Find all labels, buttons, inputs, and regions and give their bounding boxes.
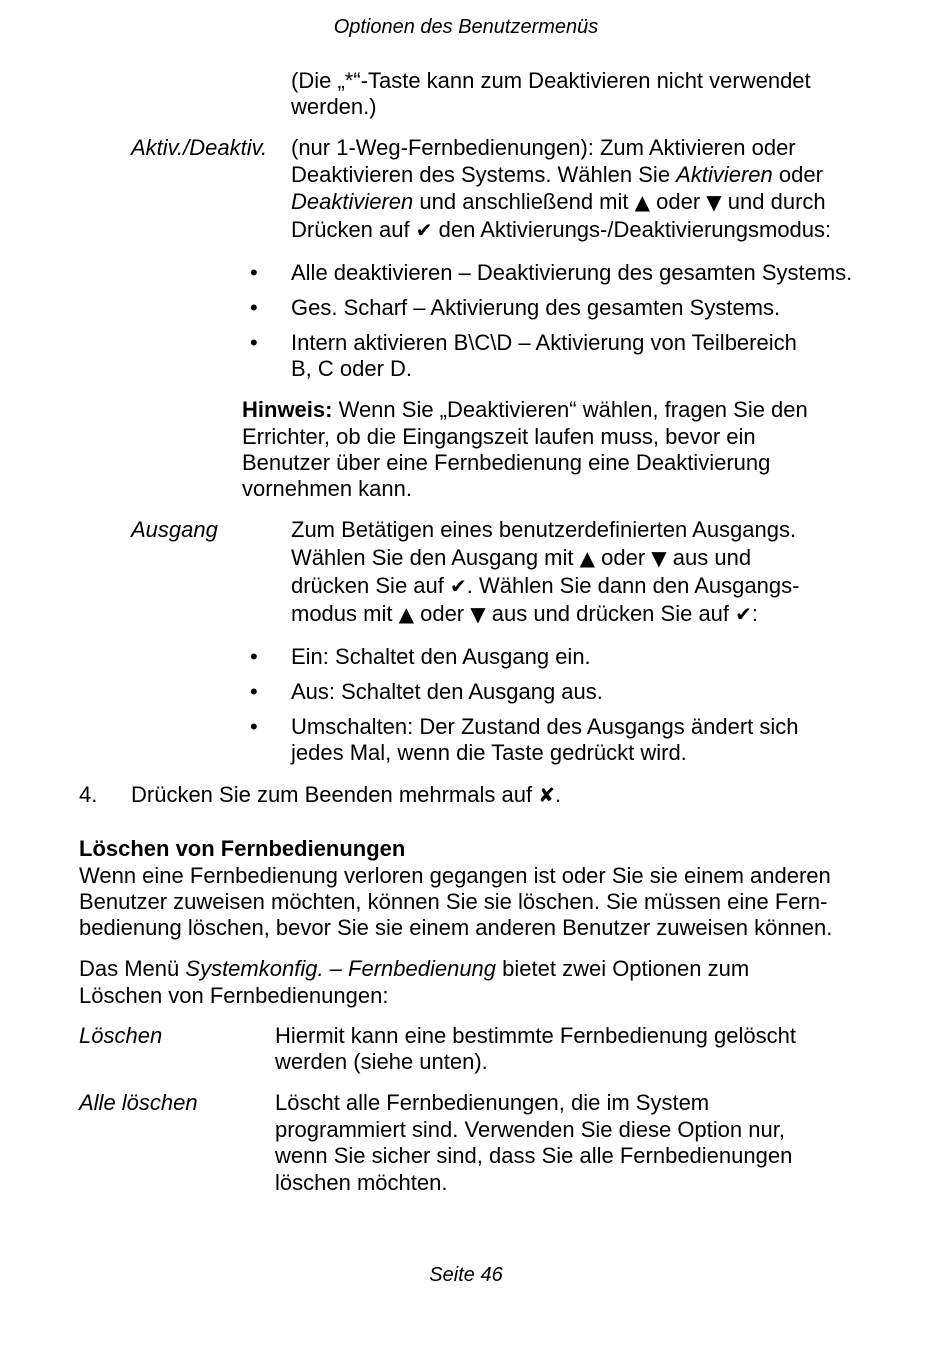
- list-item: Alle deaktivieren – Deaktivierung des gesamten Systems.: [291, 260, 853, 285]
- arrow-up-icon: ▲: [634, 190, 651, 214]
- aktiv-line2: Deaktivieren des Systems. Wählen Sie Aktivieren oder: [291, 162, 823, 187]
- check-icon: ✔: [735, 602, 752, 626]
- option-label-alle-loeschen: Alle löschen: [79, 1090, 198, 1115]
- step-number: 4.: [79, 782, 98, 807]
- ausgang-label: Ausgang: [131, 517, 218, 542]
- check-icon: ✔: [449, 574, 467, 598]
- option-desc: werden (siehe unten).: [275, 1049, 488, 1074]
- hinweis-line4: vornehmen kann.: [242, 476, 412, 501]
- hinweis-line2: Errichter, ob die Eingangszeit laufen muss, bevor ein: [242, 424, 756, 449]
- page-footer: Seite 46: [429, 1264, 503, 1286]
- bullet-icon: •: [250, 295, 258, 320]
- paragraph-line: bedienung löschen, bevor Sie sie einem anderen Benutzer zuweisen können.: [79, 915, 833, 940]
- arrow-down-icon: ▼: [706, 190, 722, 214]
- list-item: Intern aktivieren B\C\D – Aktivierung von Teilbereich: [291, 330, 797, 355]
- option-label-loeschen: Löschen: [79, 1023, 163, 1048]
- list-item: Ein: Schaltet den Ausgang ein.: [291, 644, 591, 669]
- step-text: Drücken Sie zum Beenden mehrmals auf ✘.: [131, 782, 562, 807]
- menu-paragraph-line2: Löschen von Fernbedienungen:: [79, 983, 389, 1008]
- arrow-down-icon: ▼: [651, 546, 667, 570]
- arrow-up-icon: ▲: [579, 546, 596, 570]
- list-item-continuation: B, C oder D.: [291, 356, 413, 381]
- hinweis-line1: Hinweis: Wenn Sie „Deaktivieren“ wählen, fragen Sie den: [242, 397, 808, 422]
- ausgang-line1: Zum Betätigen eines benutzerdefinierten Ausgangs.: [291, 517, 797, 542]
- paragraph-line: Benutzer zuweisen möchten, können Sie sie löschen. Sie müssen eine Fern-: [79, 889, 828, 914]
- option-desc: programmiert sind. Verwenden Sie diese Option nur,: [275, 1117, 785, 1142]
- bullet-icon: •: [250, 714, 258, 739]
- arrow-down-icon: ▼: [470, 602, 486, 626]
- ausgang-line4: modus mit ▲ oder ▼ aus und drücken Sie auf ✔:: [291, 601, 759, 626]
- page-header: Optionen des Benutzermenüs: [333, 16, 599, 38]
- hinweis-line3: Benutzer über eine Fernbedienung eine Deaktivierung: [242, 450, 771, 475]
- option-desc: wenn Sie sicher sind, dass Sie alle Fernbedienungen: [275, 1143, 793, 1168]
- taste-note-line2: werden.): [291, 94, 377, 119]
- aktiv-line1: (nur 1-Weg-Fernbedienungen): Zum Aktivieren oder: [291, 135, 796, 160]
- menu-paragraph-line1: Das Menü Systemkonfig. – Fernbedienung bietet zwei Optionen zum: [79, 956, 750, 981]
- ausgang-line2: Wählen Sie den Ausgang mit ▲ oder ▼ aus und: [291, 545, 752, 570]
- arrow-up-icon: ▲: [398, 602, 414, 626]
- option-desc: Löscht alle Fernbedienungen, die im System: [275, 1090, 710, 1115]
- bullet-icon: •: [250, 260, 258, 285]
- bullet-icon: •: [250, 644, 258, 669]
- aktiv-label: Aktiv./Deaktiv.: [131, 135, 268, 160]
- aktiv-line3: Deaktivieren und anschließend mit ▲ oder ▼ und durch: [291, 189, 826, 214]
- bullet-icon: •: [250, 330, 258, 355]
- option-desc: löschen möchten.: [275, 1170, 448, 1195]
- ausgang-line3: drücken Sie auf ✔. Wählen Sie dann den Ausgangs-: [291, 573, 800, 598]
- list-item: Umschalten: Der Zustand des Ausgangs ändert sich: [291, 714, 799, 739]
- aktiv-line4: Drücken auf ✔ den Aktivierungs-/Deaktivierungsmodus:: [291, 217, 832, 242]
- hinweis-label: Hinweis:: [242, 397, 333, 422]
- list-item: Aus: Schaltet den Ausgang aus.: [291, 679, 603, 704]
- check-icon: ✔: [415, 218, 433, 242]
- list-item-continuation: jedes Mal, wenn die Taste gedrückt wird.: [291, 740, 687, 765]
- cross-icon: ✘: [538, 783, 555, 807]
- paragraph-line: Wenn eine Fernbedienung verloren gegangen ist oder Sie sie einem anderen: [79, 863, 831, 888]
- option-desc: Hiermit kann eine bestimmte Fernbedienung gelöscht: [275, 1023, 796, 1048]
- taste-note-line1: (Die „*“-Taste kann zum Deaktivieren nicht verwendet: [291, 68, 811, 93]
- bullet-icon: •: [250, 679, 258, 704]
- list-item: Ges. Scharf – Aktivierung des gesamten Systems.: [291, 295, 781, 320]
- section-heading: Löschen von Fernbedienungen: [79, 836, 406, 861]
